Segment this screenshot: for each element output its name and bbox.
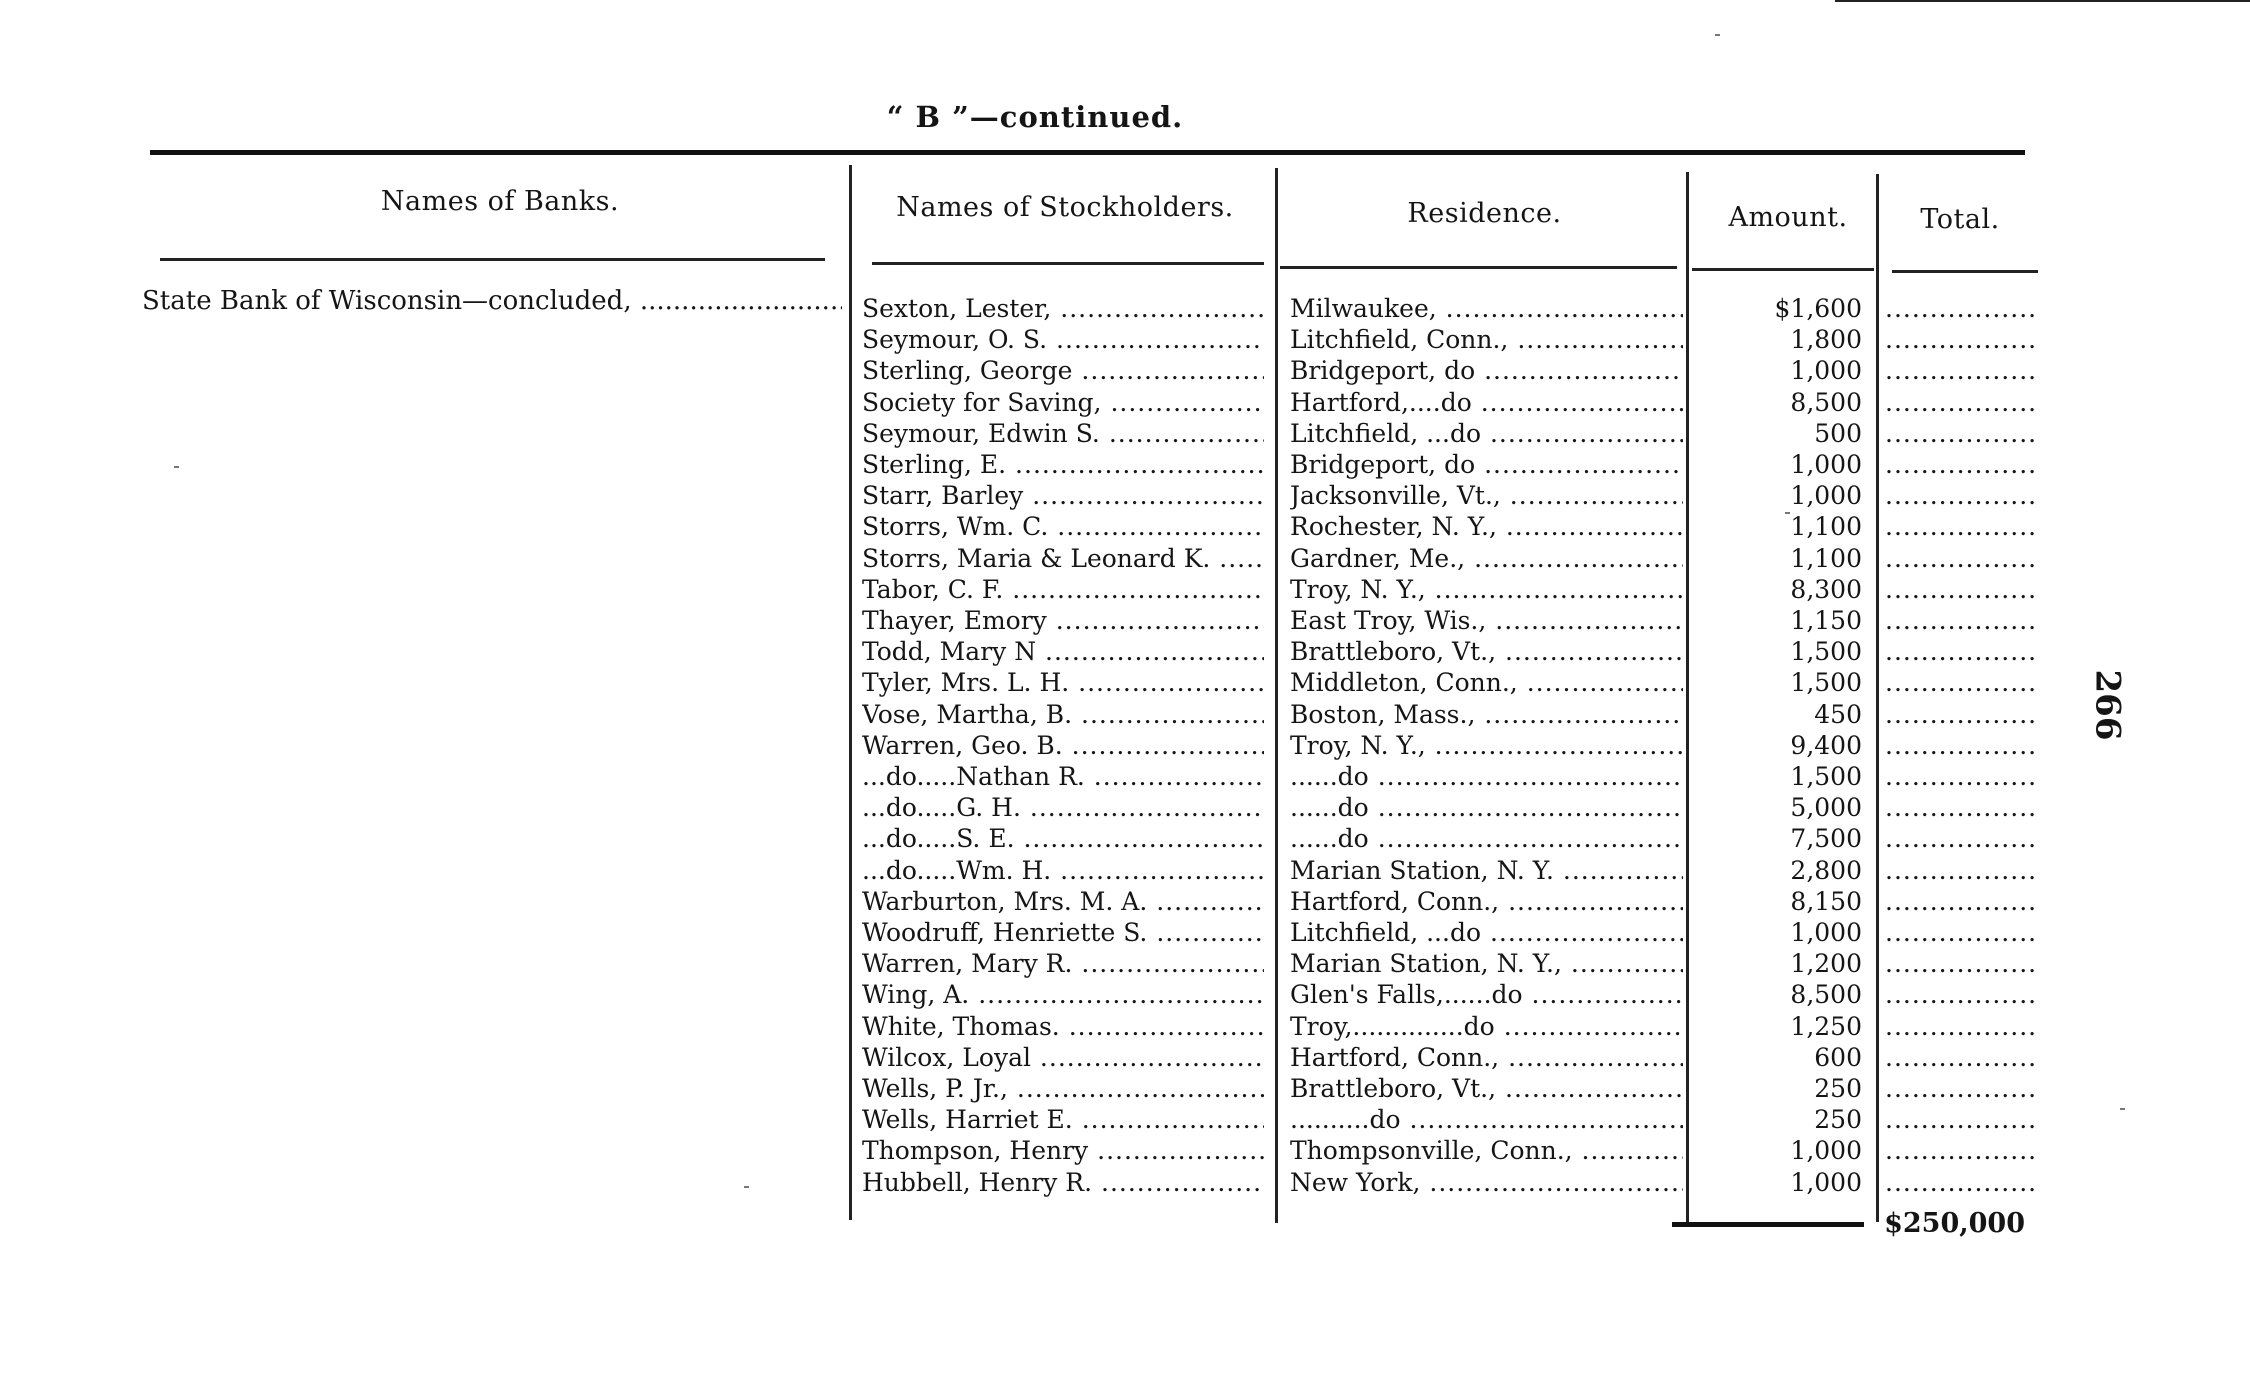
table-row bbox=[0, 762, 2250, 793]
residence: New York, ..... bbox=[1290, 1168, 1683, 1197]
top-rule bbox=[150, 150, 2025, 155]
header-residence: Residence. bbox=[1407, 198, 1562, 229]
stockholder-name: ...do.....S. E. ..... bbox=[862, 824, 1264, 853]
stockholder-name: Sexton, Lester, ..... bbox=[862, 294, 1264, 323]
residence: Marian Station, N. Y. ..... bbox=[1290, 856, 1683, 885]
bank-name: State Bank of Wisconsin—concluded, ..... bbox=[142, 286, 842, 316]
total-leader bbox=[1885, 731, 2035, 760]
print-speck bbox=[2120, 1108, 2125, 1110]
amount: 1,500 bbox=[1790, 637, 1862, 667]
stockholder-name: White, Thomas. ..... bbox=[862, 1012, 1264, 1041]
amount: 2,800 bbox=[1790, 855, 1862, 885]
stockholder-name: Thompson, Henry ..... bbox=[862, 1136, 1264, 1165]
header-rule-amount bbox=[1692, 268, 1874, 271]
table-row bbox=[0, 918, 2250, 949]
table-row bbox=[0, 700, 2250, 731]
total-leader bbox=[1885, 1105, 2035, 1134]
amount: 5,000 bbox=[1790, 793, 1862, 823]
residence: Bridgeport, do ..... bbox=[1290, 356, 1683, 385]
stockholder-name: Warren, Geo. B. ..... bbox=[862, 731, 1264, 760]
table-row bbox=[0, 949, 2250, 980]
residence: ......do ..... bbox=[1290, 824, 1683, 853]
stockholder-name: Storrs, Maria & Leonard K. ..... bbox=[862, 544, 1264, 573]
stockholder-name: Hubbell, Henry R. ..... bbox=[862, 1168, 1264, 1197]
header-banks: Names of Banks. bbox=[380, 186, 620, 217]
table-row bbox=[0, 887, 2250, 918]
page-title: “ B ”—continued. bbox=[886, 100, 1184, 134]
residence: Litchfield, ...do ..... bbox=[1290, 419, 1683, 448]
table-row bbox=[0, 793, 2250, 824]
residence: Gardner, Me., ..... bbox=[1290, 544, 1683, 573]
stockholder-name: Starr, Barley ..... bbox=[862, 481, 1264, 510]
table-row bbox=[0, 1012, 2250, 1043]
residence: East Troy, Wis., ..... bbox=[1290, 606, 1683, 635]
header-rule-residence bbox=[1280, 266, 1677, 269]
total-leader bbox=[1885, 980, 2035, 1009]
table-row bbox=[0, 544, 2250, 575]
residence: ..........do ..... bbox=[1290, 1105, 1683, 1134]
residence: Hartford,....do ..... bbox=[1290, 388, 1683, 417]
residence: Boston, Mass., ..... bbox=[1290, 700, 1683, 729]
table-row bbox=[0, 481, 2250, 512]
total-leader bbox=[1885, 419, 2035, 448]
total-leader bbox=[1885, 668, 2035, 697]
stockholder-name: Seymour, Edwin S. ..... bbox=[862, 419, 1264, 448]
residence: Troy, N. Y., ..... bbox=[1290, 575, 1683, 604]
amount: 1,000 bbox=[1790, 481, 1862, 511]
residence: Middleton, Conn., ..... bbox=[1290, 668, 1683, 697]
total-leader bbox=[1885, 918, 2035, 947]
amount: 1,000 bbox=[1790, 450, 1862, 479]
residence: Glen's Falls,......do ..... bbox=[1290, 980, 1683, 1009]
stockholder-name: Woodruff, Henriette S. ..... bbox=[862, 918, 1264, 947]
stockholder-name: Warburton, Mrs. M. A. ..... bbox=[862, 887, 1264, 916]
total-leader bbox=[1885, 1136, 2035, 1165]
total-leader bbox=[1885, 793, 2035, 822]
table-row bbox=[0, 356, 2250, 387]
page-number: 266 bbox=[2087, 669, 2128, 741]
table-row bbox=[0, 294, 2250, 325]
residence: Litchfield, Conn., ..... bbox=[1290, 325, 1683, 354]
total-leader bbox=[1885, 450, 2035, 479]
total-leader bbox=[1885, 1168, 2035, 1197]
print-speck bbox=[1715, 34, 1720, 36]
stockholder-name: Todd, Mary N ..... bbox=[862, 637, 1264, 666]
total-leader bbox=[1885, 949, 2035, 978]
amount: 1,000 bbox=[1790, 356, 1862, 386]
total-leader bbox=[1885, 388, 2035, 417]
residence: Bridgeport, do ..... bbox=[1290, 450, 1683, 479]
residence: Milwaukee, ..... bbox=[1290, 294, 1683, 323]
total-leader bbox=[1885, 294, 2035, 323]
table-row bbox=[0, 512, 2250, 543]
amount: 8,500 bbox=[1790, 980, 1862, 1010]
total-leader bbox=[1885, 887, 2035, 916]
table-row bbox=[0, 606, 2250, 637]
stockholder-name: Sterling, George ..... bbox=[862, 356, 1264, 385]
header-rule-stockholders bbox=[872, 262, 1264, 265]
stockholder-name: Sterling, E. ..... bbox=[862, 450, 1264, 479]
stockholder-name: Tabor, C. F. ..... bbox=[862, 575, 1264, 604]
total-leader bbox=[1885, 1074, 2035, 1103]
amount: 1,250 bbox=[1790, 1011, 1862, 1041]
total-leader bbox=[1885, 544, 2035, 573]
amount: 1,500 bbox=[1790, 762, 1862, 791]
amount: 9,400 bbox=[1790, 730, 1862, 760]
table-row bbox=[0, 450, 2250, 481]
amount: 250 bbox=[1814, 1074, 1862, 1103]
stockholder-name: Wells, P. Jr., ..... bbox=[862, 1074, 1264, 1103]
print-speck bbox=[174, 466, 179, 468]
table-row bbox=[0, 668, 2250, 699]
amount: 450 bbox=[1814, 699, 1862, 729]
corner-rule bbox=[1835, 0, 2250, 2]
residence: Jacksonville, Vt., ..... bbox=[1290, 481, 1683, 510]
header-rule-total bbox=[1892, 270, 2038, 273]
stockholder-name: ...do.....Nathan R. ..... bbox=[862, 762, 1264, 791]
table-row bbox=[0, 325, 2250, 356]
amount: 8,150 bbox=[1790, 886, 1862, 916]
total-leader bbox=[1885, 512, 2035, 541]
residence: ......do ..... bbox=[1290, 762, 1683, 791]
table-row bbox=[0, 388, 2250, 419]
table-row bbox=[0, 1136, 2250, 1167]
table-row bbox=[0, 1074, 2250, 1105]
residence: Brattleboro, Vt., ..... bbox=[1290, 637, 1683, 666]
stockholder-name: ...do.....G. H. ..... bbox=[862, 793, 1264, 822]
total-leader bbox=[1885, 356, 2035, 385]
residence: Brattleboro, Vt., ..... bbox=[1290, 1074, 1683, 1103]
table-row bbox=[0, 637, 2250, 668]
amount: 1,100 bbox=[1790, 512, 1862, 542]
amount: 250 bbox=[1814, 1105, 1862, 1135]
total-leader bbox=[1885, 637, 2035, 666]
amount: 1,500 bbox=[1790, 668, 1862, 698]
table-row bbox=[0, 419, 2250, 450]
stockholder-name: Society for Saving, ..... bbox=[862, 388, 1264, 417]
total-leader bbox=[1885, 1012, 2035, 1041]
amount: 1,000 bbox=[1790, 918, 1862, 947]
header-rule-banks bbox=[160, 258, 825, 261]
stockholder-name: Thayer, Emory ..... bbox=[862, 606, 1264, 635]
total-leader bbox=[1885, 700, 2035, 729]
total-leader bbox=[1885, 606, 2035, 635]
amount: 8,500 bbox=[1790, 387, 1862, 417]
amount: 500 bbox=[1814, 418, 1862, 448]
residence: Litchfield, ...do ..... bbox=[1290, 918, 1683, 947]
table-row bbox=[0, 1043, 2250, 1074]
amount: 8,300 bbox=[1790, 574, 1862, 604]
total-leader bbox=[1885, 325, 2035, 354]
total-leader bbox=[1885, 575, 2035, 604]
table-row bbox=[0, 1105, 2250, 1136]
residence: ......do ..... bbox=[1290, 793, 1683, 822]
stockholder-name: Wells, Harriet E. ..... bbox=[862, 1105, 1264, 1134]
amount: 1,000 bbox=[1790, 1136, 1862, 1166]
table-row bbox=[0, 856, 2250, 887]
stockholder-name: ...do.....Wm. H. ..... bbox=[862, 856, 1264, 885]
residence: Rochester, N. Y., ..... bbox=[1290, 512, 1683, 541]
table-row bbox=[0, 1168, 2250, 1199]
stockholder-name: Seymour, O. S. ..... bbox=[862, 325, 1264, 354]
stockholder-name: Tyler, Mrs. L. H. ..... bbox=[862, 668, 1264, 697]
print-speck bbox=[744, 1186, 749, 1188]
residence: Hartford, Conn., ..... bbox=[1290, 1043, 1683, 1072]
grand-total: $250,000 bbox=[1884, 1208, 2025, 1239]
residence: Troy, N. Y., ..... bbox=[1290, 731, 1683, 760]
total-rule bbox=[1672, 1222, 1864, 1227]
amount: 1,200 bbox=[1790, 949, 1862, 979]
total-leader bbox=[1885, 1043, 2035, 1072]
amount: 7,500 bbox=[1790, 824, 1862, 854]
stockholder-name: Wing, A. ..... bbox=[862, 980, 1264, 1009]
header-total: Total. bbox=[1920, 204, 2000, 235]
amount: 1,150 bbox=[1790, 606, 1862, 635]
residence: Marian Station, N. Y., ..... bbox=[1290, 949, 1683, 978]
residence: Thompsonville, Conn., ..... bbox=[1290, 1136, 1683, 1165]
residence: Hartford, Conn., ..... bbox=[1290, 887, 1683, 916]
total-leader bbox=[1885, 824, 2035, 853]
amount: $1,600 bbox=[1774, 294, 1862, 323]
total-leader bbox=[1885, 762, 2035, 791]
print-speck bbox=[1785, 512, 1790, 514]
amount: 1,100 bbox=[1790, 543, 1862, 573]
header-stockholders: Names of Stockholders. bbox=[896, 192, 1234, 223]
stockholder-name: Storrs, Wm. C. ..... bbox=[862, 512, 1264, 541]
header-amount: Amount. bbox=[1728, 202, 1848, 233]
stockholder-name: Warren, Mary R. ..... bbox=[862, 949, 1264, 978]
stockholder-name: Wilcox, Loyal ..... bbox=[862, 1043, 1264, 1072]
stockholder-name: Vose, Martha, B. ..... bbox=[862, 700, 1264, 729]
amount: 1,000 bbox=[1790, 1167, 1862, 1197]
table-row bbox=[0, 980, 2250, 1011]
table-row bbox=[0, 575, 2250, 606]
table-row bbox=[0, 731, 2250, 762]
table-row bbox=[0, 824, 2250, 855]
amount: 1,800 bbox=[1790, 325, 1862, 355]
total-leader bbox=[1885, 481, 2035, 510]
residence: Troy,..............do ..... bbox=[1290, 1012, 1683, 1041]
total-leader bbox=[1885, 856, 2035, 885]
amount: 600 bbox=[1814, 1042, 1862, 1072]
